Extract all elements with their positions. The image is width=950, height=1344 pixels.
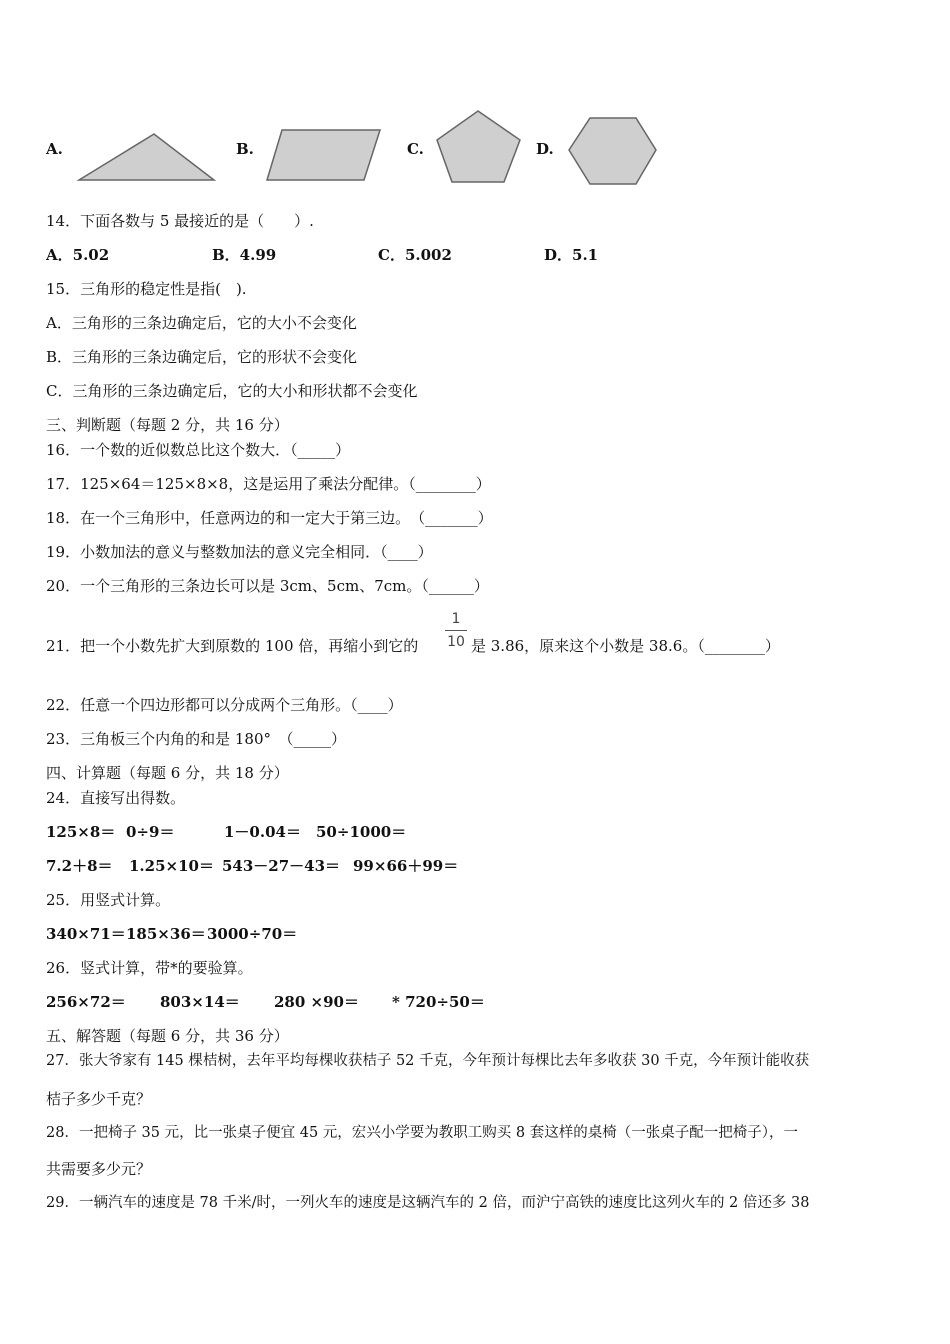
question-15-option-b[interactable]: B．三角形的三条边确定后，它的形状不会变化 (46, 348, 358, 366)
question-21-before: 21．把一个小数先扩大到原数的 100 倍，再缩小到它的 (46, 637, 419, 655)
question-18: 18．在一个三角形中，任意两边的和一定大于第三边。 （_______） (46, 509, 493, 527)
option-b[interactable]: B．4.99 (212, 246, 277, 264)
hexagon-shape (566, 114, 660, 188)
calc-item: 803×14＝ (160, 993, 240, 1011)
calc-item: 125×8＝ (46, 823, 116, 841)
question-24-row-2 (46, 856, 458, 876)
calc-item: 3000÷70＝ (207, 925, 298, 943)
question-25-stem: 25．用竖式计算。 (46, 891, 171, 909)
question-16: 16．一个数的近似数总比这个数大．（_____） (46, 441, 351, 459)
question-19: 19．小数加法的意义与整数加法的意义完全相同．（____） (46, 543, 433, 561)
calc-item: 185×36＝ (126, 925, 206, 943)
question-25-row (46, 924, 297, 944)
calc-item: 99×66＋99＝ (353, 857, 459, 875)
calc-item: 0÷9＝ (126, 823, 175, 841)
option-c[interactable]: C．5.002 (378, 246, 452, 264)
option-a-label: A. (46, 140, 63, 158)
question-20: 20．一个三角形的三条边长可以是 3cm、5cm、7cm。（______） (46, 577, 489, 595)
option-c-label: C. (407, 140, 424, 158)
calc-item: * 720÷50＝ (392, 993, 485, 1011)
fraction-bar (445, 630, 467, 631)
calc-item: 50÷1000＝ (316, 823, 407, 841)
question-28-line-2: 共需要多少元？ (46, 1160, 152, 1178)
question-15-option-c[interactable]: C．三角形的三条边确定后，它的大小和形状都不会变化 (46, 382, 418, 400)
question-14-stem: 14．下面各数与 5 最接近的是（ ）. (46, 212, 314, 230)
question-27-line-2: 桔子多少千克？ (46, 1090, 152, 1108)
question-24-row-1 (46, 822, 406, 842)
question-24-stem: 24．直接写出得数。 (46, 789, 186, 807)
section-5-heading: 五、解答题（每题 6 分，共 36 分） (46, 1027, 289, 1045)
calc-item: 340×71＝ (46, 925, 126, 943)
calc-item: 1.25×10＝ (129, 857, 214, 875)
parallelogram-shape (264, 126, 386, 184)
question-15-stem: 15．三角形的稳定性是指( ). (46, 280, 247, 298)
question-28-line-1: 28．一把椅子 35 元，比一张桌子便宜 45 元，宏兴小学要为教职工购买 8 套这样的桌椅（一张桌子配一把椅子），一 (46, 1125, 798, 1141)
question-26-row (46, 992, 485, 1012)
question-17: 17．125×64＝125×8×8，这是运用了乘法分配律。（________） (46, 475, 491, 493)
option-a[interactable]: A．5.02 (46, 246, 110, 264)
question-27-line-1: 27．张大爷家有 145 棵桔树，去年平均每棵收获桔子 52 千克，今年预计每棵比去年多收获 30 千克，今年预计能收获 (46, 1053, 810, 1069)
section-3-heading: 三、判断题（每题 2 分，共 16 分） (46, 416, 289, 434)
question-23: 23．三角板三个内角的和是 180° （_____） (46, 730, 346, 748)
question-26-stem: 26．竖式计算，带*的要验算。 (46, 959, 253, 977)
option-b-label: B. (236, 140, 254, 158)
question-15-option-a[interactable]: A．三角形的三条边确定后，它的大小不会变化 (46, 314, 357, 332)
calc-item: 543－27－43＝ (222, 857, 341, 875)
section-4-heading: 四、计算题（每题 6 分，共 18 分） (46, 764, 289, 782)
fraction-numerator: 1 (451, 611, 461, 627)
option-d-label: D. (536, 140, 554, 158)
question-21-after: 是 3.86，原来这个小数是 38.6。（________） (471, 637, 780, 655)
option-d[interactable]: D．5.1 (544, 246, 599, 264)
question-14-options (46, 245, 598, 265)
question-29-line-1: 29．一辆汽车的速度是 78 千米/时，一列火车的速度是这辆汽车的 2 倍，而沪宁高铁的速度比这列火车的 2 倍还多 38 (46, 1195, 810, 1211)
calc-item: 7.2＋8＝ (46, 857, 113, 875)
pentagon-shape (434, 108, 524, 186)
question-22: 22．任意一个四边形都可以分成两个三角形。（____） (46, 696, 403, 714)
calc-item: 1－0.04＝ (224, 823, 301, 841)
calc-item: 280 ×90＝ (274, 993, 359, 1011)
calc-item: 256×72＝ (46, 993, 126, 1011)
fraction-one-tenth (445, 610, 467, 651)
fraction-denominator: 10 (447, 634, 465, 650)
triangle-shape (76, 130, 218, 184)
